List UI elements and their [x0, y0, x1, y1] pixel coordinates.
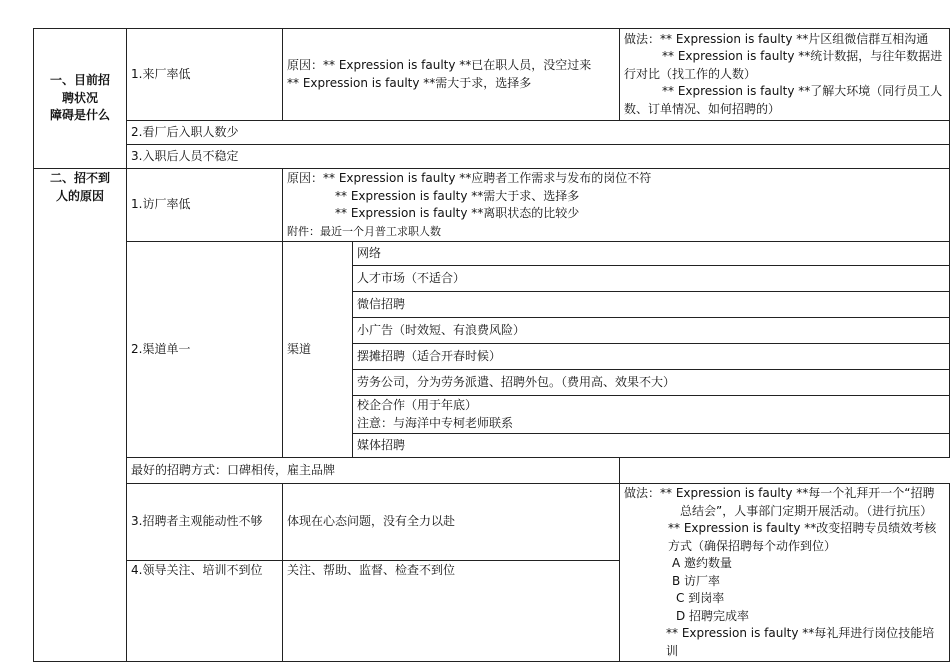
best-method-row: [34, 458, 950, 484]
section2-title-line1: 二、招不到: [49, 171, 110, 185]
channel-row-1: [34, 242, 950, 266]
channel-label: 渠道: [283, 242, 353, 458]
method-line4: B 访厂率: [672, 573, 721, 588]
recruitment-analysis-table: [33, 28, 950, 662]
method-line3: A 邀约数量: [672, 556, 733, 570]
method-line1: 做法：** Expression is faulty **每一个礼拜开一个“招聘总结会”，人事部门定期开展活动。（进行抗压）: [624, 486, 935, 518]
section1-method-line3: ** Expression is faulty **了解大环境（同行员工人数、订单情况、如何招聘的）: [624, 84, 943, 116]
channel-item: 网络: [353, 242, 950, 266]
section2-row4-label: 4.领导关注、培训不到位: [127, 560, 283, 661]
channel-item: 摆摊招聘（适合开春时候）: [353, 344, 950, 370]
section2-reason-line2: ** Expression is faulty **需大于求、选择多: [335, 188, 580, 203]
channel-item: 小广告（时效短、有浪费风险）: [353, 318, 950, 344]
section1-method-line2: ** Expression is faulty **统计数据，与往年数据进行对比（找工作的人数）: [624, 49, 943, 81]
channel-item-line2: 注意：与海洋中专柯老师联系: [357, 415, 514, 430]
section2-row1-reason: [283, 169, 950, 242]
section2-row1-label: 1.访厂率低: [127, 169, 283, 242]
section1-row2: [34, 121, 950, 145]
section2-row3-label: 3.招聘者主观能动性不够: [127, 484, 283, 561]
section1-title-line2: 聘状况: [61, 90, 98, 105]
section2-row3: [34, 484, 950, 561]
section2-title-line2: 人的原因: [55, 188, 104, 203]
section1-row1-label: 1.来厂率低: [127, 29, 283, 121]
section1-row3: [34, 145, 950, 169]
section2-reason-line3: ** Expression is faulty **离职状态的比较少: [335, 206, 580, 220]
channel-item-line1: 校企合作（用于年底）: [357, 398, 478, 412]
channel-item: 人才市场（不适合）: [353, 266, 950, 292]
section2-row4-desc: 关注、帮助、监督、检查不到位: [283, 560, 620, 661]
section1-title-line3: 障碍是什么: [49, 108, 110, 123]
section1-row2-label: 2.看厂后入职人数少: [127, 121, 950, 145]
method-line2: ** Expression is faulty **改变招聘专员绩效考核方式（确保招聘每个动作到位）: [668, 521, 937, 553]
section2-title: [34, 169, 127, 662]
section1-reason-line2: ** Expression is faulty **需大于求，选择多: [287, 75, 532, 90]
section1-reason-line1: 原因：** Expression is faulty **已在职人员，没空过来: [287, 58, 592, 72]
section1-title-line1: 一、目前招: [49, 73, 110, 88]
channel-item: 微信招聘: [353, 292, 950, 318]
method-line5: C 到岗率: [676, 591, 725, 605]
section1-title: [34, 29, 127, 169]
section2-row1: [34, 169, 950, 242]
section2-attachment: 附件：最近一个月普工求职人数: [287, 224, 441, 238]
method-line7: ** Expression is faulty **每礼拜进行岗位技能培训: [666, 626, 935, 658]
section2-row2-label: 2.渠道单一: [127, 242, 283, 458]
section1-method-line1: 做法：** Expression is faulty **片区组微信群互相沟通: [624, 31, 929, 46]
section1-row3-label: 3.入职后人员不稳定: [127, 145, 950, 169]
section1-row1: [34, 29, 950, 121]
best-method: 最好的招聘方式：口碑相传，雇主品牌: [127, 458, 620, 484]
section2-reason-line1: 原因：** Expression is faulty **应聘者工作需求与发布的岗位不符: [287, 171, 652, 185]
section1-row1-reason: [283, 29, 620, 121]
section2-method: [620, 484, 950, 662]
method-line6: D 招聘完成率: [676, 608, 750, 623]
channel-item: 劳务公司，分为劳务派遣、招聘外包。（费用高、效果不大）: [353, 370, 950, 396]
section1-row1-method: [620, 29, 950, 121]
channel-item: 媒体招聘: [353, 434, 950, 458]
method-line2-wrap: [624, 520, 945, 555]
section2-row3-desc: 体现在心态问题，没有全力以赴: [283, 484, 620, 561]
channel-item: [353, 396, 950, 434]
